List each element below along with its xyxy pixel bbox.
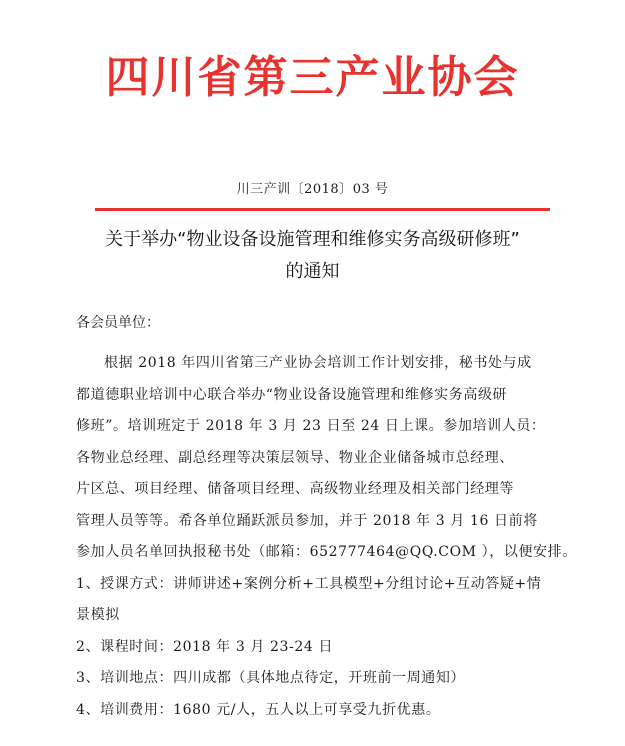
paragraph-line: 修班”。培训班定于 2018 年 3 月 23 日至 24 日上课。参加培训人员： (76, 418, 546, 434)
letterhead-title: 四川省第三产业协会 (105, 52, 520, 103)
salutation: 各会员单位： (76, 315, 160, 331)
list-item-fee: 4、培训费用：1680 元/人，五人以上可享受九折优惠。 (76, 701, 441, 718)
paragraph-line: 管理人员等等。希各单位踊跃派员参加，并于 2018 年 3 月 16 日前将 (76, 512, 538, 529)
paragraph-line: 都道德职业培训中心联合举办“物业设备设施管理和维修实务高级研 (76, 386, 508, 403)
paragraph-line: 参加人员名单回执报秘书处（邮箱：652777464@QQ.COM ），以便安排。 (76, 544, 577, 560)
paragraph-line: 各物业总经理、副总经理等决策层领导、物业企业储备城市总经理、 (76, 449, 514, 466)
notice-title (0, 224, 625, 288)
paragraph-line: 根据 2018 年四川省第三产业协会培训工作计划安排，秘书处与成 (104, 355, 532, 371)
red-divider-line (95, 208, 550, 211)
list-item-course-time: 2、课程时间：2018 年 3 月 23-24 日 (76, 638, 334, 655)
document-number: 川三产训〔2018〕03 号 (236, 182, 389, 197)
notice-title-line-1: 关于举办“物业设备设施管理和维修实务高级研修班” (105, 229, 520, 250)
notice-body (76, 348, 577, 726)
list-item-teaching-method-cont: 景模拟 (76, 607, 120, 623)
paragraph-line: 片区总、项目经理、储备项目经理、高级物业经理及相关部门经理等 (76, 481, 514, 497)
list-item-teaching-method: 1、授课方式：讲师讲述+案例分析+工具模型+分组讨论+互动答疑+情 (76, 575, 542, 592)
list-item-location: 3、培训地点：四川成都（具体地点待定，开班前一周通知） (76, 670, 466, 686)
notice-title-line-2: 的通知 (285, 261, 340, 282)
